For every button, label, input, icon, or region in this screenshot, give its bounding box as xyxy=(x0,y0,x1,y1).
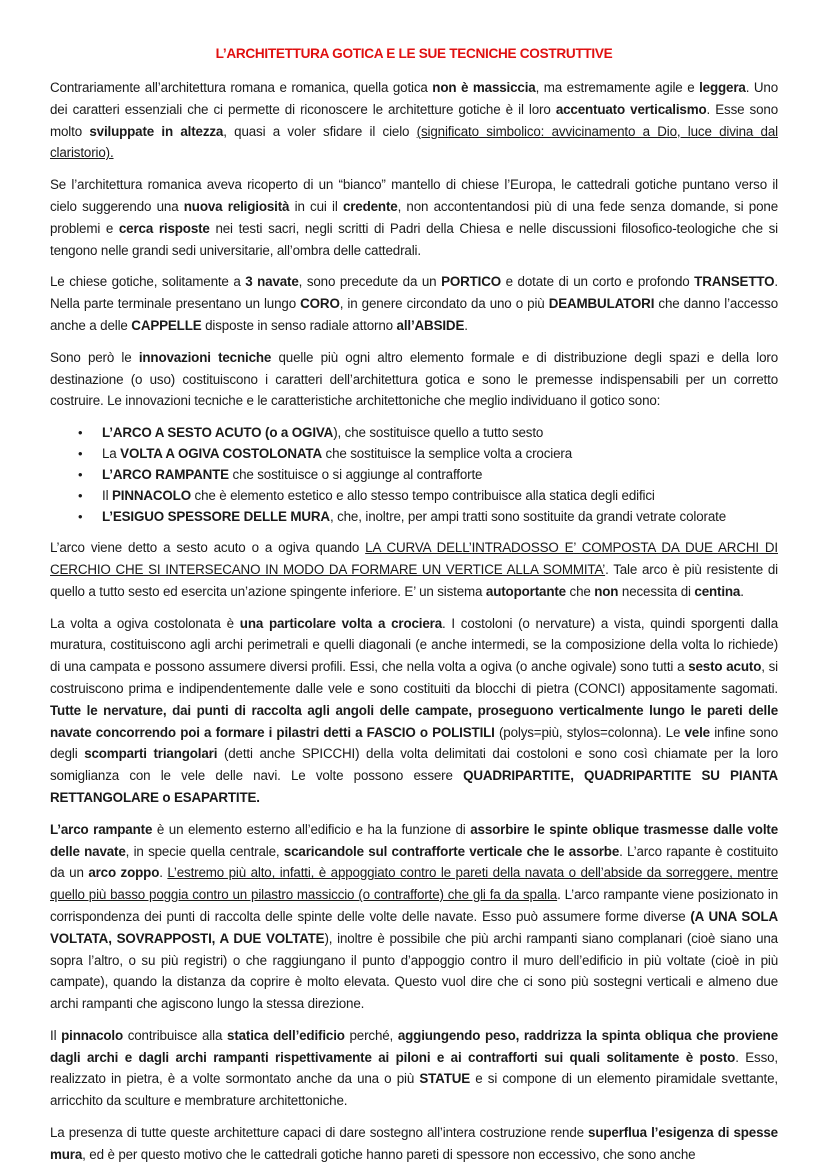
bold-text-run: credente xyxy=(342,198,398,214)
text-run: . L’arco rampante viene posizionato in corrispondenza dei punti di raccolta delle spinte delle volte delle navate. Esso può assumere forme diverse xyxy=(50,887,779,924)
bold-text-run: superflua l’esigenza di spesse mura xyxy=(50,1125,778,1162)
text-run: . xyxy=(740,583,744,599)
text-run: Se l’architettura romanica aveva ricoperto di un “bianco” mantello di chiese l’Europa, le cattedrali gotiche puntano verso il cielo suggerendo una xyxy=(50,177,778,214)
bullet-icon: • xyxy=(78,488,83,504)
text-run: ), inoltre è possibile che più archi rampanti siano complanari (cioè siano una sopra l’altro, o su più registri) o che raggiungano il punto d’appoggio contro il muro dell’edificio in più voltate (cioè in più campate), quando la distanza da coprire è molto elevata. Questo vuol dire che ci sono più sostegni verticali e almeno due archi rampanti che agiscono lungo la stessa direzione. xyxy=(50,930,778,1012)
bold-text-run: L’ARCO RAMPANTE xyxy=(102,467,229,483)
text-run: Sono però le xyxy=(50,349,139,365)
bullet-icon: • xyxy=(78,467,83,483)
text-run: perché, xyxy=(344,1027,398,1043)
text-run: Il xyxy=(102,488,112,504)
text-run: , che, inoltre, per ampi tratti sono sostituite da grandi vetrate colorate xyxy=(329,509,726,525)
bold-text-run: sviluppate in altezza xyxy=(89,123,224,139)
text-run: , ma estremamente agile e xyxy=(535,80,700,95)
text-run: necessita di xyxy=(618,583,695,599)
paragraph xyxy=(50,347,778,412)
text-run: . Esso, realizzato in pietra, è a volte sormontato anche da una o più xyxy=(50,1049,778,1087)
bold-text-run: (A UNA SOLA VOLTATA, SOVRAPPOSTI, A DUE VOLTATE xyxy=(50,908,778,946)
paragraph xyxy=(50,174,778,261)
text-run: , ed è per questo motivo che le cattedrali gotiche hanno pareti di spessore non eccessivo, che sono anche xyxy=(82,1146,696,1162)
bold-text-run: pinnacolo xyxy=(61,1027,123,1043)
text-run: che è elemento estetico e allo stesso tempo contribuisce alla statica degli edifici xyxy=(190,488,655,504)
bold-text-run: STATUE xyxy=(419,1071,471,1087)
paragraph xyxy=(50,1122,778,1166)
bold-text-run: aggiungendo peso, raddrizza la spinta obliqua che proviene dagli archi e dagli archi rampanti rispettivamente ai piloni e ai contrafforti sui quali solitamente è posto xyxy=(50,1027,779,1065)
list-item xyxy=(50,485,778,506)
text-run: . Nella parte terminale presentano un lungo xyxy=(50,274,778,312)
text-run: che sostituisce o si aggiunge al contrafforte xyxy=(228,467,483,483)
bold-text-run: nuova religiosità xyxy=(183,198,290,214)
text-run: , in genere circondato da uno o più xyxy=(339,296,549,312)
paragraph xyxy=(50,537,778,602)
bold-text-run: non è massiccia xyxy=(432,80,536,95)
bold-text-run: cerca risposte xyxy=(118,220,210,236)
bold-text-run: leggera xyxy=(699,80,746,95)
text-run: L’arco viene detto a sesto acuto o a ogiva quando xyxy=(50,540,366,556)
text-run: , sono precedute da un xyxy=(298,274,442,290)
text-run: (polys=più, stylos=colonna). Le xyxy=(494,724,685,740)
bold-text-run: accentuato verticalismo xyxy=(555,101,707,117)
document-body xyxy=(50,77,778,1166)
document-title: L’ARCHITETTURA GOTICA E LE SUE TECNICHE COSTRUTTIVE xyxy=(215,46,613,61)
text-run: La volta a ogiva costolonata è xyxy=(50,615,240,631)
text-run: La xyxy=(102,446,121,462)
bold-text-run: PINNACOLO xyxy=(111,488,191,504)
bold-text-run: assorbire le spinte oblique trasmesse dalle volte delle navate xyxy=(50,821,779,859)
bold-text-run: centina xyxy=(694,583,741,599)
bold-text-run: L’ESIGUO SPESSORE DELLE MURA xyxy=(102,509,330,525)
document-page xyxy=(50,44,778,1176)
text-run: e dotate di un corto e profondo xyxy=(501,274,695,290)
bold-text-run: QUADRIPARTITE, QUADRIPARTITE SU PIANTA RETTANGOLARE o ESAPARTITE. xyxy=(50,768,779,805)
text-run: , quasi a voler sfidare il cielo xyxy=(223,123,417,139)
text-run: disposte in senso radiale attorno xyxy=(201,317,397,333)
bullet-list xyxy=(50,422,778,527)
bold-text-run: statica dell’edificio xyxy=(227,1027,345,1043)
text-run: che danno l’accesso anche a delle xyxy=(50,296,779,333)
text-run: . L’arco rapante è costituito da un xyxy=(50,843,778,881)
list-item xyxy=(50,422,778,443)
text-run: . I costoloni (o nervature) a vista, quindi sporgenti dalla muratura, costituiscono agli archi perimetrali e quelli diagonali (e anche intermedi, se la composizione della volta lo richiede) di una campata e possono assumere diversi profili. Essi, che nella volta a ogiva (o anche ogivale) sono tutti a xyxy=(50,615,778,675)
text-run: in cui il xyxy=(289,198,343,214)
bold-text-run: innovazioni tecniche xyxy=(138,349,272,365)
text-run: . Uno dei caratteri essenziali che ci permette di riconoscere le architetture gotiche è il loro xyxy=(50,80,778,117)
bold-text-run: CAPPELLE xyxy=(131,317,202,333)
bullet-icon: • xyxy=(78,509,83,525)
list-item xyxy=(50,443,778,464)
text-run: ), che sostituisce quello a tutto sesto xyxy=(333,425,544,441)
bullet-icon: • xyxy=(78,425,83,441)
text-run: La presenza di tutte queste architetture capaci di dare sostegno all’intera costruzione rende xyxy=(50,1125,589,1141)
underlined-text-run: LA CURVA DELL’INTRADOSSO E’ COMPOSTA DA DUE ARCHI DI CERCHIO CHE SI INTERSECANO IN MODO DA FORMARE UN VERTICE ALLA SOMMITA’ xyxy=(50,540,778,577)
list-item xyxy=(50,464,778,485)
text-run: nei testi sacri, negli scritti di Padri della Chiesa e nelle discussioni filosofico-teologiche che si tengono nelle grandi sedi universitarie, all’ombra delle cattedrali. xyxy=(50,220,779,258)
text-run: e si compone di un elemento piramidale svettante, arricchito da sculture e membrature architettoniche. xyxy=(50,1071,778,1109)
bold-text-run: Tutte le nervature, dai punti di raccolta agli angoli delle campate, proseguono verticalmente lungo le pareti delle navate concorrendo poi a formare i pilastri detti a FASCIO o POLISTILI xyxy=(50,702,778,740)
text-run: . xyxy=(159,865,168,881)
text-run: infine sono degli xyxy=(50,724,778,762)
underlined-text-run: (significato simbolico: avvicinamento a Dio, luce divina dal claristorio). xyxy=(50,123,778,161)
bold-text-run: sesto acuto xyxy=(688,659,762,675)
text-run: . Esse sono molto xyxy=(50,101,778,139)
bold-text-run: L’arco rampante xyxy=(50,821,153,837)
text-run: , in specie quella centrale, xyxy=(125,843,284,859)
bold-text-run: L’ARCO A SESTO ACUTO (o a OGIVA xyxy=(102,425,334,441)
text-run: Contrariamente all’architettura romana e romanica, quella gotica xyxy=(50,80,433,95)
bold-text-run: PORTICO xyxy=(441,274,502,290)
bold-text-run: scomparti triangolari xyxy=(84,746,218,762)
bold-text-run: arco zoppo xyxy=(88,865,160,881)
bold-text-run: DEAMBULATORI xyxy=(548,296,655,312)
bold-text-run: CORO xyxy=(300,296,340,312)
text-run: è un elemento esterno all’edificio e ha la funzione di xyxy=(152,821,471,837)
text-run: . Tale arco è più resistente di quello a tutto sesto ed esercita un’azione spingente inferiore. E’ un sistema xyxy=(50,561,778,599)
paragraph xyxy=(50,613,778,809)
paragraph xyxy=(50,271,778,336)
bold-text-run: vele xyxy=(684,724,710,740)
bold-text-run: 3 navate xyxy=(245,274,299,290)
text-run: contribuisce alla xyxy=(123,1027,228,1043)
text-run: , si costruiscono prima e indipendentemente dalle vele e sono costituiti da blocchi di pietra (CONCI) appositamente sagomati. xyxy=(50,659,779,696)
bold-text-run: all’ABSIDE xyxy=(396,317,465,333)
list-item xyxy=(50,506,778,527)
paragraph xyxy=(50,1025,778,1112)
bold-text-run: non xyxy=(594,583,619,599)
bold-text-run: una particolare volta a crociera xyxy=(239,615,442,631)
bold-text-run: scaricandole sul contrafforte verticale che le assorbe xyxy=(283,843,620,859)
bold-text-run: autoportante xyxy=(485,583,566,599)
underlined-text-run: L’estremo più alto, infatti, è appoggiato contro le pareti della navata o dell’abside da sorreggere, mentre quello più basso poggia contro un pilastro massiccio (o contrafforte) che gli fa da spalla xyxy=(50,865,778,903)
paragraph xyxy=(50,77,778,164)
text-run: che xyxy=(565,583,595,599)
text-run: , non accontentandosi più di una fede senza domande, si pone problemi e xyxy=(50,198,778,236)
text-run: (detti anche SPICCHI) della volta delimitati dai costoloni e sono così chiamate per la loro somiglianza con le vele delle navi. Le volte possono essere xyxy=(50,746,778,784)
text-run: . xyxy=(464,317,468,333)
text-run: Il xyxy=(50,1027,62,1043)
text-run: quelle più ogni altro elemento formale e di distribuzione degli spazi e della loro destinazione (o uso) costituiscono i caratteri dell’architettura gotica e sono le premesse indispensabili per un corretto costruire. Le innovazioni tecniche e le caratteristiche architettoniche che meglio individuano il gotico sono: xyxy=(50,349,779,409)
text-run: che sostituisce la semplice volta a crociera xyxy=(321,446,572,462)
text-run: Le chiese gotiche, solitamente a xyxy=(50,274,246,290)
bold-text-run: VOLTA A OGIVA COSTOLONATA xyxy=(120,446,322,462)
bold-text-run: TRANSETTO xyxy=(694,274,775,290)
paragraph xyxy=(50,819,778,1015)
bullet-icon: • xyxy=(78,446,83,462)
